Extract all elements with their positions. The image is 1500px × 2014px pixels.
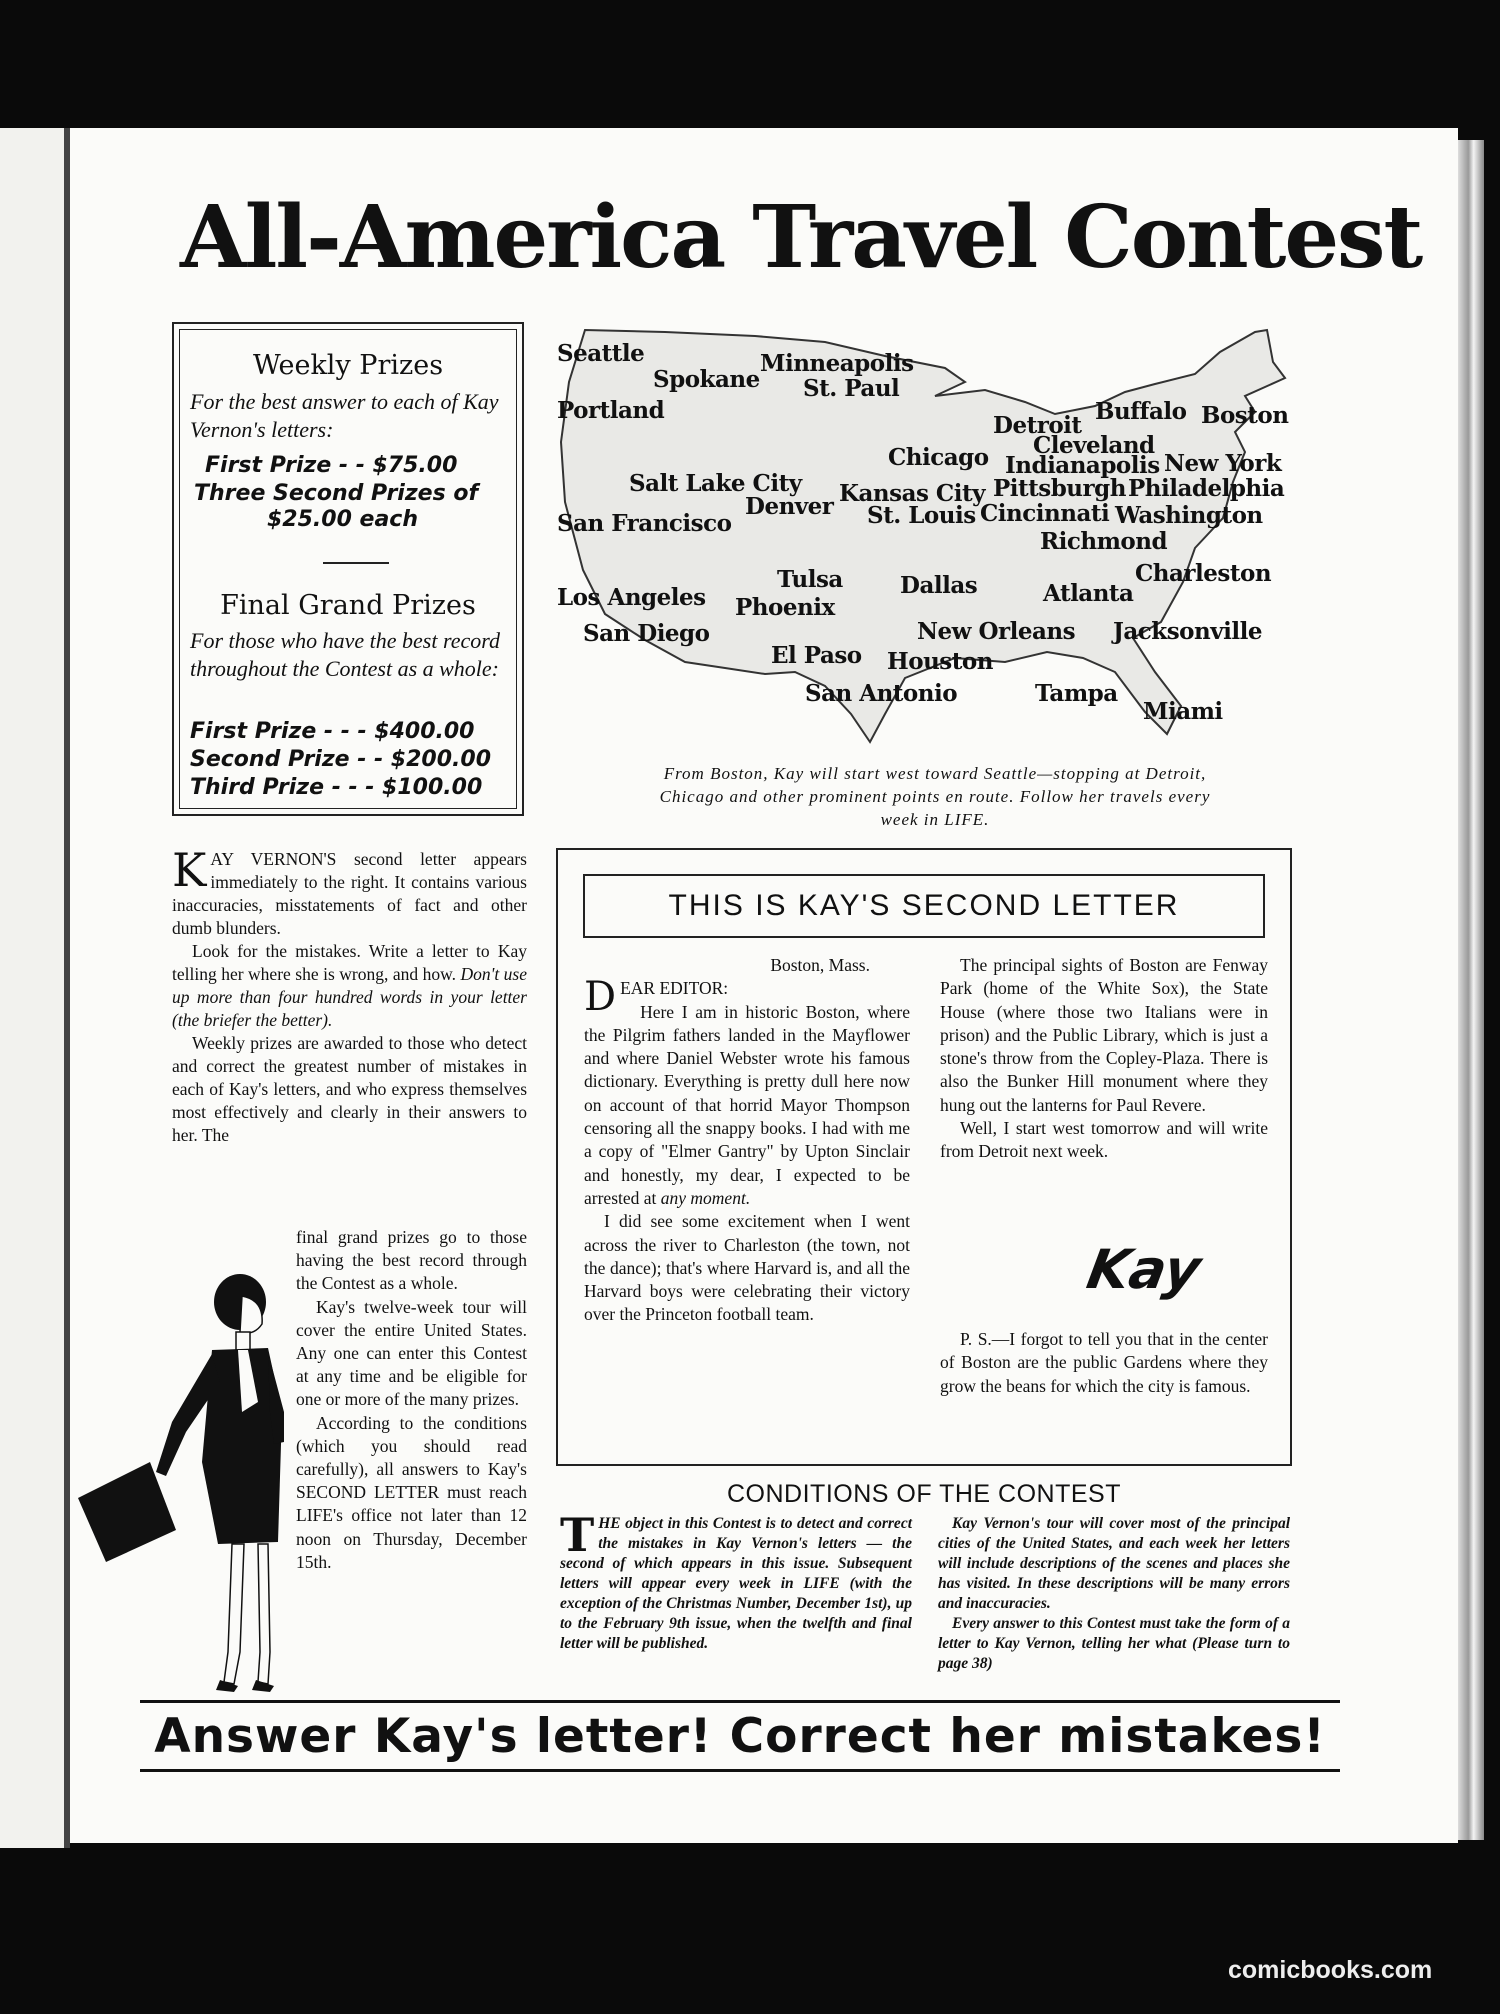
prize-box-inner (179, 329, 517, 809)
contest-intro-continued (296, 1226, 527, 1574)
city-label: Pittsburgh (993, 475, 1126, 502)
city-label: Miami (1143, 698, 1223, 725)
city-label: Philadelphia (1128, 475, 1285, 502)
bottom-banner (140, 1700, 1340, 1772)
city-label: Cleveland (1033, 432, 1155, 459)
letter-column-left (584, 954, 910, 1327)
intro-paragraph: AY VERNON'S second letter appears immediately to the right. It contains various inaccuracies, misstatements of fact and other dumb blunders. (172, 849, 527, 938)
city-label: Atlanta (1043, 580, 1134, 607)
city-label: Detroit (993, 412, 1082, 439)
left-page-edge (0, 128, 64, 1848)
intro-text: Look for the mistakes. Write a letter to Kay telling her where she is wrong, and how. (172, 941, 527, 984)
city-label: New Orleans (917, 618, 1076, 645)
city-label: Minneapolis (760, 350, 914, 377)
city-label: Portland (557, 397, 665, 424)
city-label: Houston (887, 648, 993, 675)
city-label: Dallas (900, 572, 978, 599)
contest-intro (172, 843, 528, 1147)
intro-paragraph (172, 940, 527, 1032)
city-label: St. Louis (867, 502, 976, 529)
page-title: All-America Travel Contest (180, 187, 1422, 288)
map-caption: From Boston, Kay will start west toward Seattle—stopping at Detroit, Chicago and other prominent points en route. Follow her travels every week in LIFE. (659, 764, 1211, 829)
letter-dropcap: D (584, 974, 617, 1021)
city-label: Seattle (557, 340, 645, 367)
city-label: Los Angeles (557, 584, 706, 611)
letter-salutation: EAR EDITOR: (620, 978, 729, 999)
letter-paragraph: Well, I start west tomorrow and will write from Detroit next week. (940, 1118, 1268, 1162)
city-label: El Paso (771, 642, 862, 669)
letter-column-right (940, 954, 1268, 1164)
city-label: Denver (745, 493, 834, 520)
weekly-second-prizes-amount: $25.00 each (266, 507, 419, 532)
grand-prizes-heading: Final Grand Prizes (220, 590, 476, 621)
city-label: Charleston (1135, 560, 1272, 587)
conditions-heading: CONDITIONS OF THE CONTEST (727, 1480, 1121, 1508)
city-label: Salt Lake City (629, 470, 802, 497)
conditions-paragraph: Every answer to this Contest must take the form of a letter to Kay Vernon, telling her what (Please turn to page 38) (938, 1615, 1290, 1672)
city-label: Washington (1115, 502, 1263, 529)
city-label: Boston (1201, 402, 1289, 429)
city-label: Kansas City (839, 480, 985, 507)
conditions-paragraph: HE object in this Contest is to detect and correct the mistakes in Kay Vernon's letters — the second of which appears in this issue. Subsequent letters will appear every week in LIFE (with the exception of the Christmas Number, December 1st), up to the February 9th issue, when the twelfth and final letter will be published. (560, 1515, 912, 1652)
right-page-edge (1458, 140, 1484, 1840)
letter-place: Boston, Mass. (770, 955, 870, 975)
intro-emphasis: Don't use up more than four hundred words in your letter (the briefer the better). (172, 964, 528, 1030)
conditions-column-left (560, 1508, 912, 1654)
city-label: Buffalo (1095, 398, 1187, 425)
city-label: Chicago (888, 444, 989, 471)
city-label: Spokane (653, 366, 760, 393)
grand-prizes-description: For those who have the best record throughout the Contest as a whole: (190, 628, 500, 681)
grand-third-prize: Third Prize - - - $100.00 (190, 775, 483, 800)
letter-heading: THIS IS KAY'S SECOND LETTER (583, 874, 1265, 938)
city-label: St. Paul (803, 375, 900, 402)
grand-first-prize: First Prize - - - $400.00 (190, 719, 475, 744)
city-label: Tampa (1035, 680, 1118, 707)
conditions-dropcap: T (560, 1508, 595, 1562)
conditions-paragraph: Kay Vernon's tour will cover most of the principal cities of the United States, and each week her letters will include descriptions of the scenes and places she has visited. In these descriptions will be many errors and inaccuracies. (938, 1515, 1290, 1612)
city-label: Richmond (1040, 528, 1168, 555)
weekly-second-prizes: Three Second Prizes of (194, 481, 479, 506)
city-label: Indianapolis (1005, 452, 1160, 479)
banner-text: Answer Kay's letter! Correct her mistakes! (154, 1709, 1326, 1764)
kay-illustration (72, 1262, 297, 1694)
city-label: Jacksonville (1113, 618, 1262, 645)
us-map (555, 322, 1295, 752)
city-label: San Antonio (805, 680, 958, 707)
city-label: San Diego (583, 620, 710, 647)
weekly-prizes-description: For the best answer to each of Kay Vernon's letters: (190, 389, 499, 442)
letter-emphasis: any moment. (660, 1187, 751, 1208)
letter-text: Here I am in historic Boston, where the Pilgrim fathers landed in the Mayflower and where Daniel Webster wrote his famous dictionary. Everything is pretty dull here now on account of that horrid Mayor Thompson censoring all the snappy books. I had with me a copy of "Elmer Gantry" by Upton Sinclair and honestly, my dear, I expected to be arrested at (584, 1001, 910, 1208)
weekly-first-prize: First Prize - - $75.00 (205, 453, 458, 478)
kay-signature: Kay (1082, 1238, 1206, 1301)
prize-box (172, 322, 524, 816)
letter-postscript (940, 1328, 1268, 1398)
intro-dropcap: K (172, 843, 207, 897)
intro-paragraph: According to the conditions (which you should read carefully), all answers to Kay's SECOND LETTER must reach LIFE's office not later than 12 noon on Thursday, December 15th. (296, 1412, 527, 1572)
conditions-column-right (938, 1514, 1290, 1674)
city-label: Phoenix (735, 594, 835, 621)
letter-paragraph (584, 1001, 910, 1211)
weekly-prizes-heading: Weekly Prizes (252, 350, 444, 381)
grand-second-prize: Second Prize - - $200.00 (190, 747, 491, 772)
prize-divider (323, 562, 389, 564)
intro-paragraph: final grand prizes go to those having the best record through the Contest as a whole. (296, 1227, 527, 1294)
kay-letter-box (556, 848, 1292, 1466)
intro-paragraph: Kay's twelve-week tour will cover the entire United States. Any one can enter this Contest at any time and be eligible for one or more of the many prizes. (296, 1296, 527, 1410)
city-label: New York (1164, 450, 1282, 477)
letter-paragraph: I did see some excitement when I went across the river to Charleston (the town, not the dance); that's where Harvard is, and all the Harvard boys were celebrating their victory over the Princeton football team. (584, 1211, 910, 1325)
city-label: Cincinnati (980, 500, 1110, 527)
letter-paragraph: P. S.—I forgot to tell you that in the center of Boston are the public Gardens where they grow the beans for which the city is famous. (940, 1329, 1268, 1396)
intro-paragraph: Weekly prizes are awarded to those who detect and correct the greatest number of mistakes in each of Kay's letters, and who express themselves most effectively and clearly in their answers to her. The (172, 1033, 527, 1145)
site-watermark: comicbooks.com (1228, 1956, 1433, 1984)
city-label: Tulsa (777, 566, 843, 593)
letter-paragraph: The principal sights of Boston are Fenway Park (home of the White Sox), the State House (where those two Italians were in prison) and the Public Library, which is just a stone's throw from the Copley-Plaza. There is also the Bunker Hill monument where they hung out the lanterns for Paul Revere. (940, 955, 1268, 1115)
city-label: San Francisco (557, 510, 732, 537)
